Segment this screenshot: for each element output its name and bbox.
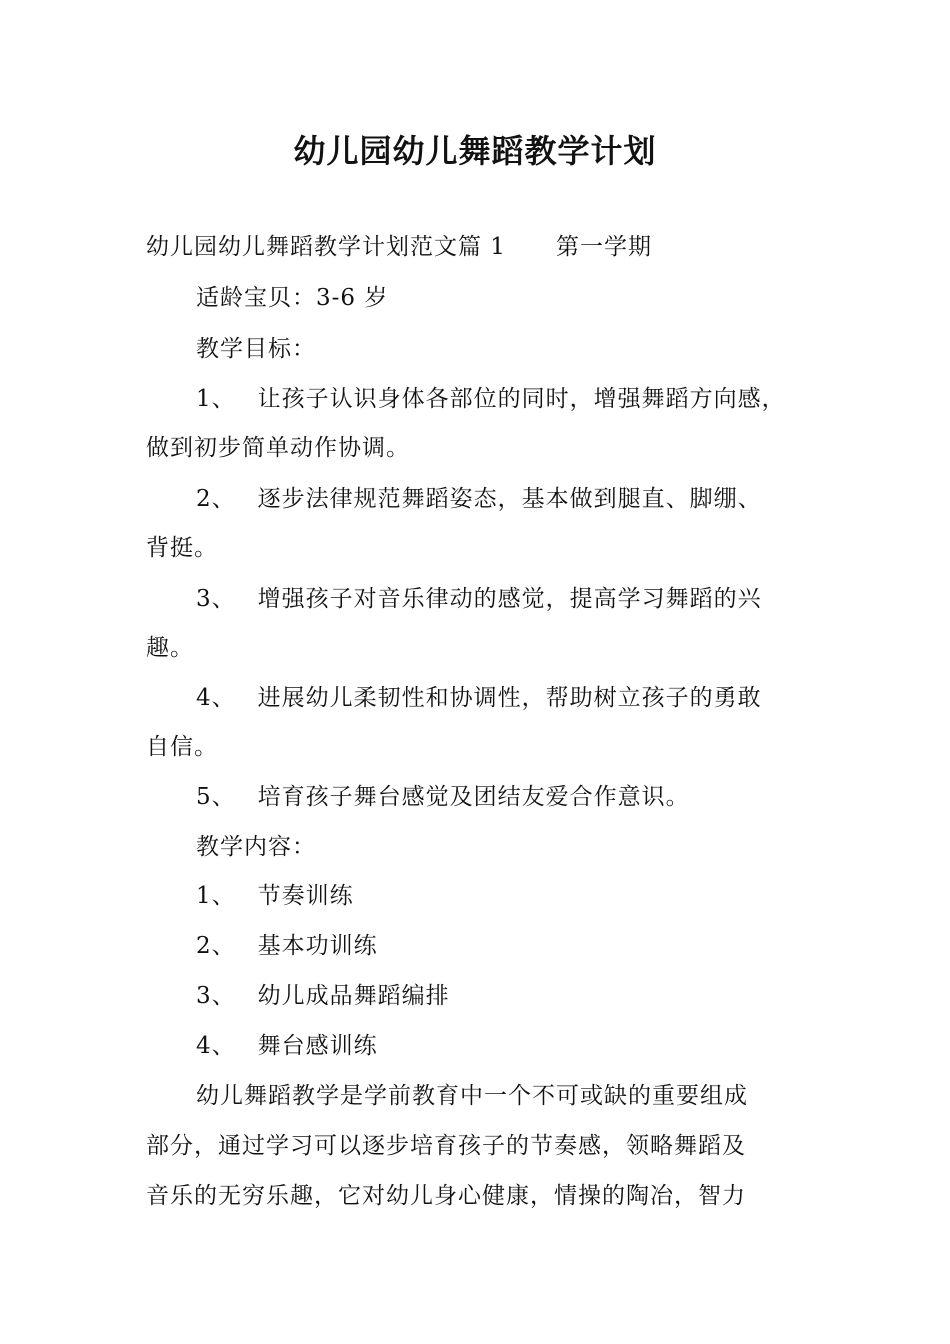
goals-heading: 教学目标： (196, 336, 316, 362)
content-text: 基本功训练 (257, 933, 378, 959)
goal-number: 5、 (196, 784, 236, 810)
goal-text: 逐步法律规范舞蹈姿态，基本做到腿直、脚绷、 (257, 486, 762, 512)
goal-number: 1、 (196, 386, 236, 412)
goal-continuation: 背挺。 (146, 535, 218, 561)
paragraph-line: 部分，通过学习可以逐步培育孩子的节奏感，领略舞蹈及 (146, 1133, 746, 1159)
goal-continuation: 自信。 (146, 734, 218, 760)
goal-item (196, 681, 762, 715)
document-title: 幼儿园幼儿舞蹈教学计划 (293, 132, 657, 170)
goal-number: 3、 (196, 586, 236, 612)
paragraph-line: 幼儿舞蹈教学是学前教育中一个不可或缺的重要组成 (196, 1083, 748, 1109)
goal-number: 2、 (196, 486, 236, 512)
intro-line (146, 230, 652, 264)
content-item (196, 979, 450, 1013)
content-item (196, 879, 354, 913)
goal-text: 进展幼儿柔韧性和协调性，帮助树立孩子的勇敢 (257, 685, 762, 711)
content-item (196, 1029, 378, 1063)
goal-item (196, 582, 762, 616)
goal-number: 4、 (196, 685, 236, 711)
content-number: 4、 (196, 1033, 236, 1059)
term-label: 第一学期 (555, 234, 652, 260)
goal-item (196, 482, 762, 516)
goal-continuation: 趣。 (146, 635, 194, 661)
goal-item (196, 780, 690, 814)
goal-text: 增强孩子对音乐律动的感觉，提高学习舞蹈的兴 (257, 586, 762, 612)
content-text: 舞台感训练 (257, 1033, 378, 1059)
content-text: 节奏训练 (257, 883, 354, 909)
goal-continuation: 做到初步简单动作协调。 (146, 435, 410, 461)
content-number: 3、 (196, 983, 236, 1009)
paragraph-line: 音乐的无穷乐趣，它对幼儿身心健康，情操的陶冶，智力 (146, 1183, 746, 1209)
content-item (196, 929, 378, 963)
goal-text: 让孩子认识身体各部位的同时，增强舞蹈方向感， (257, 386, 786, 412)
age-line: 适龄宝贝：3-6 岁 (196, 285, 389, 311)
goal-text: 培育孩子舞台感觉及团结友爱合作意识。 (257, 784, 690, 810)
content-text: 幼儿成品舞蹈编排 (257, 983, 450, 1009)
content-number: 1、 (196, 883, 236, 909)
goal-item (196, 382, 786, 416)
content-heading: 教学内容： (196, 834, 316, 860)
content-number: 2、 (196, 933, 236, 959)
intro-heading: 幼儿园幼儿舞蹈教学计划范文篇 1 (146, 234, 506, 260)
